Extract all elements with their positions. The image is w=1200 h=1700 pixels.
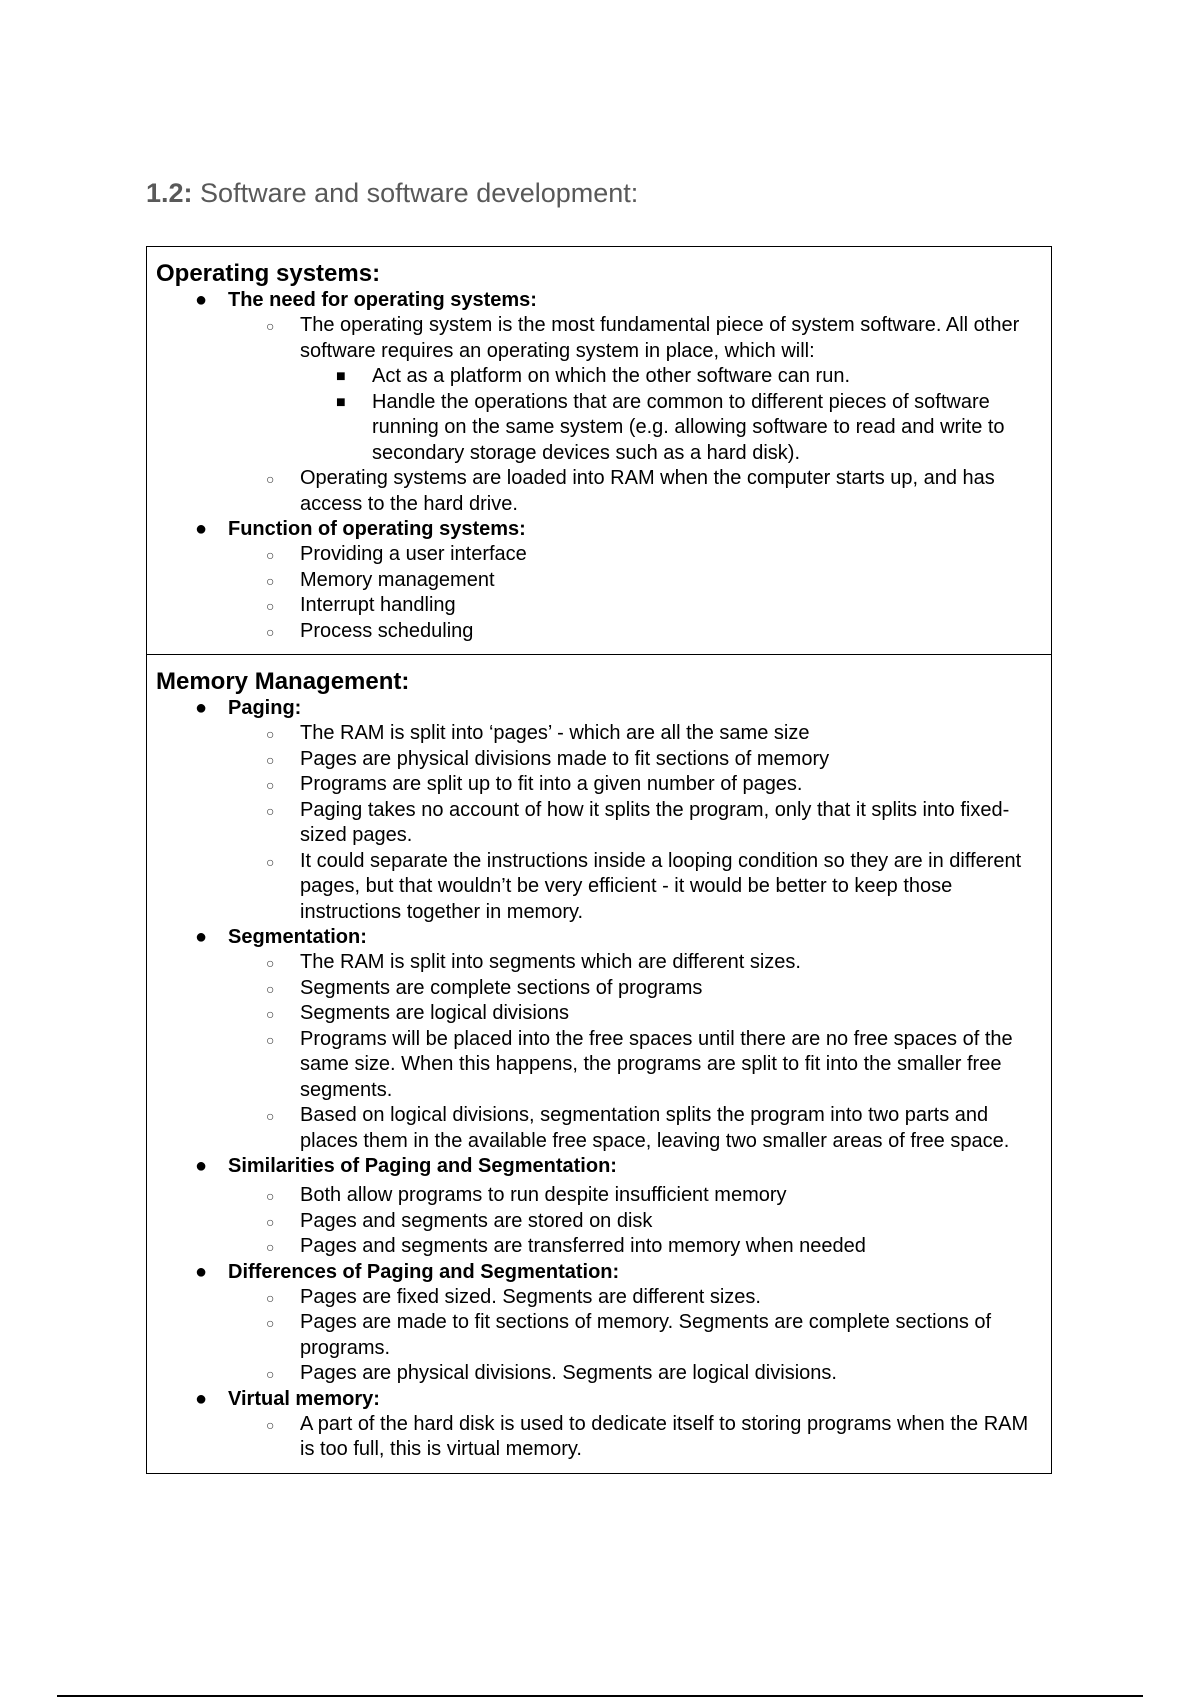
sub-list xyxy=(228,1183,1043,1260)
sub-list xyxy=(228,1285,1043,1387)
square-bullet-icon: ■ xyxy=(336,393,346,411)
hollow-bullet-icon: ○ xyxy=(266,980,275,997)
list-item xyxy=(156,696,1043,925)
filled-bullet-icon: ● xyxy=(195,1155,208,1177)
page-bottom-rule xyxy=(57,1695,1143,1697)
hollow-bullet-icon: ○ xyxy=(266,1239,275,1255)
sub-list xyxy=(228,721,1043,925)
list-item-text: A part of the hard disk is used to dedicate itself to storing programs when the RAM is too full, this is virtual memory. xyxy=(300,1412,1029,1460)
section-number: 1.2: xyxy=(146,178,193,208)
topic-label: Segmentation: xyxy=(228,926,367,948)
list-item-text: The RAM is split into segments which are different sizes. xyxy=(300,951,801,973)
hollow-bullet-icon: ○ xyxy=(266,1188,275,1204)
topic-label: Similarities of Paging and Segmentation: xyxy=(228,1155,617,1177)
list-item xyxy=(300,364,1043,390)
list-item-text: Handle the operations that are common to different pieces of software running on the same system (e.g. allowing software to read and write to secondary storage devices such as a hard disk). xyxy=(372,390,1005,464)
memory-management-section xyxy=(147,654,1051,1473)
hollow-bullet-icon: ○ xyxy=(266,598,275,614)
list-item xyxy=(228,1234,1043,1260)
list-item-text: Segments are logical divisions xyxy=(300,1002,570,1024)
list-item xyxy=(228,593,1043,619)
list-item xyxy=(228,1310,1043,1361)
list-item xyxy=(228,619,1043,645)
square-bullet-icon: ■ xyxy=(336,368,346,385)
list-item-text: Memory management xyxy=(300,568,495,591)
list-item xyxy=(228,798,1043,849)
hollow-bullet-icon: ○ xyxy=(266,623,275,640)
list-item-text: Interrupt handling xyxy=(300,594,456,616)
filled-bullet-icon: ● xyxy=(195,697,208,719)
sub-sub-list xyxy=(300,364,1043,466)
hollow-bullet-icon: ○ xyxy=(266,777,275,793)
list-item xyxy=(228,1001,1043,1027)
list-item xyxy=(156,288,1043,517)
filled-bullet-icon: ● xyxy=(195,289,208,311)
list-item-text: The RAM is split into ‘pages’ - which are all the same size xyxy=(300,722,810,744)
topic-label: Differences of Paging and Segmentation: xyxy=(228,1260,620,1283)
topic-label: Function of operating systems: xyxy=(228,518,526,540)
list-item-text: Process scheduling xyxy=(300,619,474,642)
list-item xyxy=(228,1183,1043,1209)
section-title: Software and software development: xyxy=(200,178,639,208)
memory-management-list xyxy=(156,696,1043,1463)
list-item xyxy=(228,721,1043,747)
hollow-bullet-icon: ○ xyxy=(266,853,275,870)
list-item-text: Pages are fixed sized. Segments are different sizes. xyxy=(300,1285,761,1308)
list-item-text: Act as a platform on which the other software can run. xyxy=(372,365,851,387)
list-item xyxy=(156,925,1043,1154)
list-item xyxy=(228,542,1043,568)
list-item-text: Pages are made to fit sections of memory. Segments are complete sections of programs. xyxy=(300,1311,992,1359)
list-item xyxy=(156,1154,1043,1260)
sub-list xyxy=(228,542,1043,644)
hollow-bullet-icon: ○ xyxy=(266,802,275,819)
notes-table xyxy=(146,246,1052,1474)
filled-bullet-icon: ● xyxy=(195,1387,208,1410)
operating-systems-list xyxy=(156,288,1043,644)
hollow-bullet-icon: ○ xyxy=(266,1108,275,1124)
filled-bullet-icon: ● xyxy=(195,926,208,948)
list-item xyxy=(228,849,1043,926)
hollow-bullet-icon: ○ xyxy=(266,955,275,971)
hollow-bullet-icon: ○ xyxy=(266,547,275,563)
list-item xyxy=(156,1387,1043,1463)
list-item xyxy=(228,466,1043,517)
list-item-text: Pages are physical divisions. Segments are logical divisions. xyxy=(300,1362,837,1384)
hollow-bullet-icon: ○ xyxy=(266,1289,275,1306)
list-item xyxy=(228,313,1043,466)
list-item-text: Operating systems are loaded into RAM when the computer starts up, and has access to the hard drive. xyxy=(300,467,995,515)
hollow-bullet-icon: ○ xyxy=(266,1366,275,1382)
list-item xyxy=(228,950,1043,976)
list-item xyxy=(228,1103,1043,1154)
hollow-bullet-icon: ○ xyxy=(266,1213,275,1230)
list-item xyxy=(228,1209,1043,1235)
list-item-text: It could separate the instructions inside a looping condition so they are in different pages, but that wouldn’t be very efficient - it would be better to keep those instructions together in memory. xyxy=(300,849,1022,923)
list-item-text: Programs are split up to fit into a given number of pages. xyxy=(300,773,803,795)
list-item xyxy=(228,1285,1043,1311)
list-item xyxy=(228,772,1043,798)
hollow-bullet-icon: ○ xyxy=(266,1006,275,1022)
list-item-text: Segments are complete sections of programs xyxy=(300,976,703,999)
list-item-text: Pages are physical divisions made to fit sections of memory xyxy=(300,747,830,770)
sub-list xyxy=(228,950,1043,1154)
list-item-text: Pages and segments are transferred into memory when needed xyxy=(300,1235,866,1257)
topic-label: Paging: xyxy=(228,697,302,719)
list-item-text: Both allow programs to run despite insufficient memory xyxy=(300,1184,787,1206)
hollow-bullet-icon: ○ xyxy=(266,471,275,487)
hollow-bullet-icon: ○ xyxy=(266,726,275,742)
list-item-text: Based on logical divisions, segmentation splits the program into two parts and places them in the available free space, leaving two smaller areas of free space. xyxy=(300,1104,1010,1152)
list-item xyxy=(300,390,1043,467)
operating-systems-heading: Operating systems: xyxy=(156,260,381,287)
filled-bullet-icon: ● xyxy=(195,518,208,540)
hollow-bullet-icon: ○ xyxy=(266,572,275,589)
hollow-bullet-icon: ○ xyxy=(266,751,275,768)
list-item-text: Programs will be placed into the free spaces until there are no free spaces of the same size. When this happens, the programs are split to fit into the smaller free segments. xyxy=(300,1027,1013,1101)
sub-list xyxy=(228,313,1043,517)
list-item xyxy=(228,747,1043,773)
list-item-text: The operating system is the most fundamental piece of system software. All other software requires an operating system in place, which will: xyxy=(300,314,1020,362)
list-item-text: Paging takes no account of how it splits the program, only that it splits into fixed-sized pages. xyxy=(300,798,1010,846)
topic-label: Virtual memory: xyxy=(228,1387,380,1410)
hollow-bullet-icon: ○ xyxy=(266,1315,275,1331)
sub-list xyxy=(228,1412,1043,1463)
list-item xyxy=(228,1361,1043,1387)
operating-systems-section xyxy=(147,247,1051,654)
list-item-text: Providing a user interface xyxy=(300,543,527,565)
list-item xyxy=(156,517,1043,644)
list-item xyxy=(156,1260,1043,1387)
memory-management-heading: Memory Management: xyxy=(156,668,410,695)
topic-label: The need for operating systems: xyxy=(228,289,537,311)
list-item xyxy=(228,976,1043,1002)
list-item-text: Pages and segments are stored on disk xyxy=(300,1209,653,1232)
page-title xyxy=(146,178,638,209)
filled-bullet-icon: ● xyxy=(195,1260,208,1283)
hollow-bullet-icon: ○ xyxy=(266,1031,275,1048)
list-item xyxy=(228,568,1043,594)
list-item xyxy=(228,1027,1043,1104)
hollow-bullet-icon: ○ xyxy=(266,318,275,334)
hollow-bullet-icon: ○ xyxy=(266,1416,275,1433)
list-item xyxy=(228,1412,1043,1463)
